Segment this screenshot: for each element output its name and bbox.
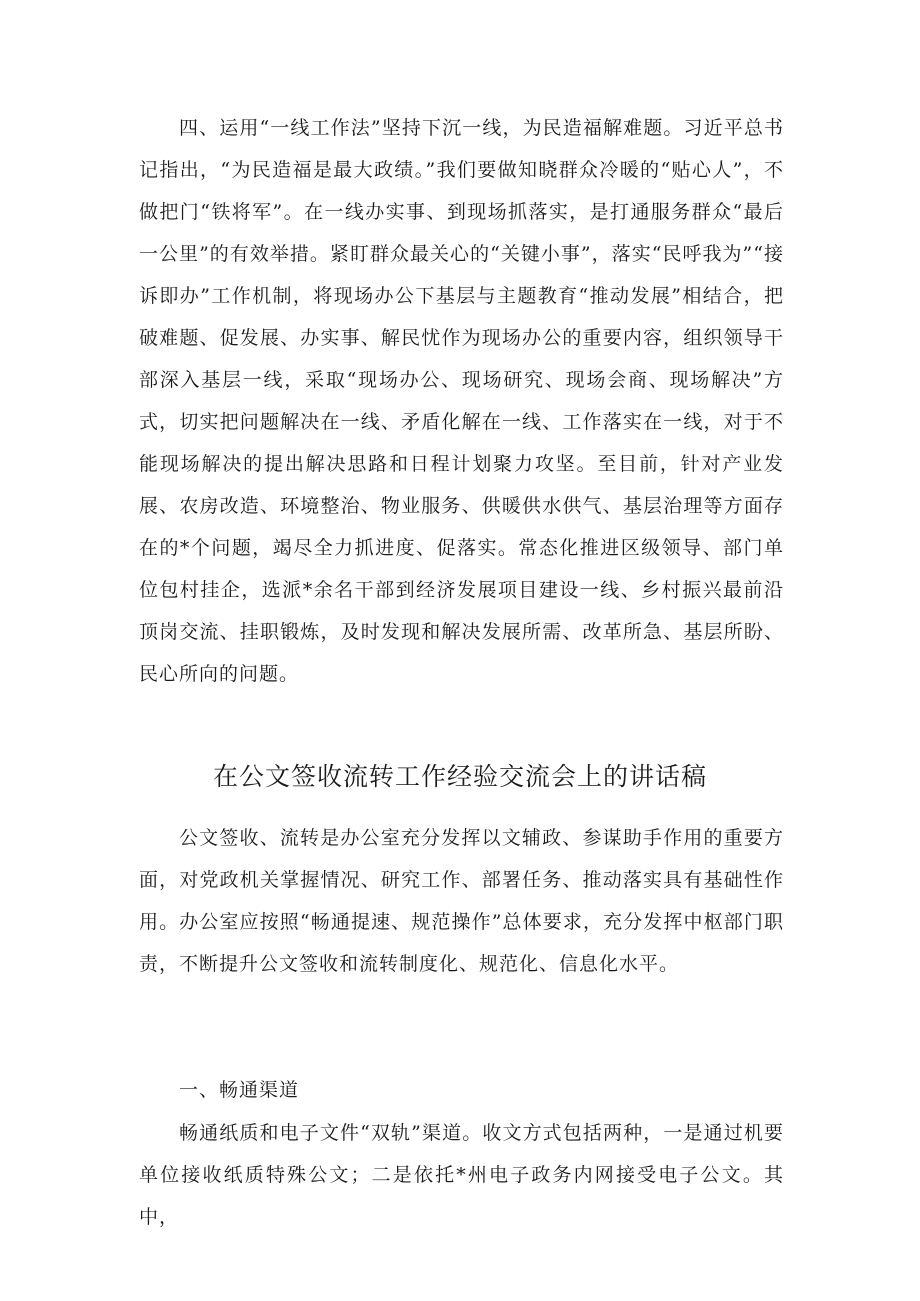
section-heading: 一、畅通渠道 <box>179 1079 300 1101</box>
document-title: 在公文签收流转工作经验交流会上的讲话稿 <box>212 762 707 791</box>
body-paragraph-2: 公文签收、流转是办公室充分发挥以文辅政、参谋助手作用的重要方面，对党政机关掌握情况、研究工作、部署任务、推动落实具有基础性作用。办公室应按照“畅通提速、规范操作”总体要求，充分发挥中枢部门职责，不断提升公文签收和流转制度化、规范化、信息化水平。 <box>139 827 784 975</box>
body-paragraph-3: 畅通纸质和电子文件“双轨”渠道。收文方式包括两种，一是通过机要单位接收纸质特殊公文；二是依托*州电子政务内网接受电子公文。其中， <box>139 1122 784 1228</box>
body-paragraph-1: 四、运用“一线工作法”坚持下沉一线，为民造福解难题。习近平总书记指出，“为民造福是最大政绩。”我们要做知晓群众冷暖的“贴心人”，不做把门“铁将军”。在一线办实事、到现场抓落实，是打通服务群众“最后一公里”的有效举措。紧盯群众最关心的“关键小事”，落实“民呼我为”“接诉即办”工作机制，将现场办公下基层与主题教育“推动发展”相结合，把破难题、促发展、办实事、解民忧作为现场办公的重要内容，组织领导干部深入基层一线，采取“现场办公、现场研究、现场会商、现场解决”方式，切实把问题解决在一线、矛盾化解在一线、工作落实在一线，对于不能现场解决的提出解决思路和日程计划聚力攻坚。至目前，针对产业发展、农房改造、环境整治、物业服务、供暖供水供气、基层治理等方面存在的*个问题，竭尽全力抓进度、促落实。常态化推进区级领导、部门单位包村挂企，选派*余名干部到经济发展项目建设一线、乡村振兴最前沿顶岗交流、挂职锻炼，及时发现和解决发展所需、改革所急、基层所盼、民心所向的问题。 <box>139 117 784 685</box>
